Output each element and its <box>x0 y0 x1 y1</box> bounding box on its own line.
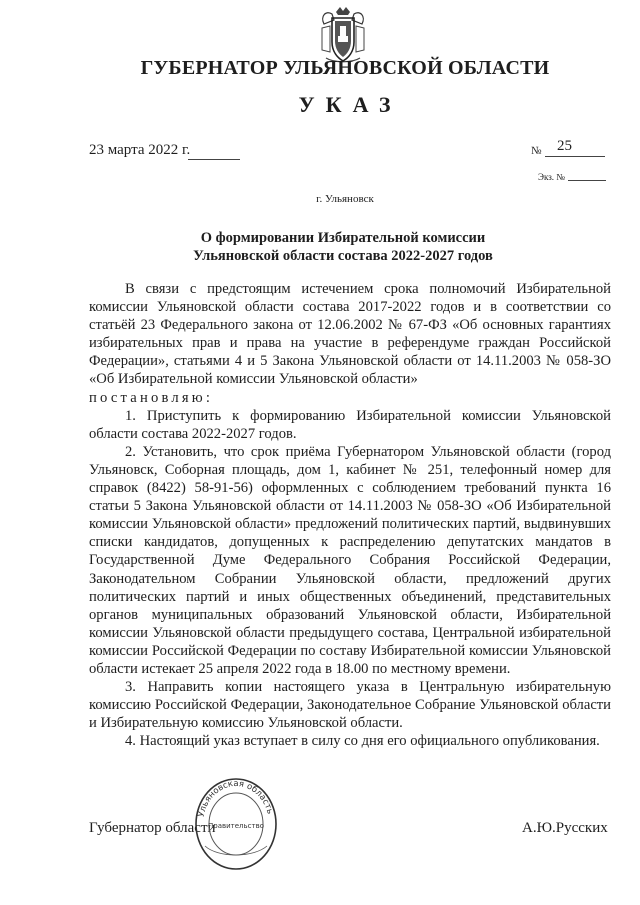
official-seal-icon <box>193 776 279 872</box>
city: г. Ульяновск <box>316 193 374 205</box>
decree-word: постановляю: <box>89 389 214 406</box>
decree-body <box>89 280 611 750</box>
copy-number-underline <box>568 180 606 181</box>
decree-number: 25 <box>557 138 572 154</box>
date-underline <box>188 159 240 160</box>
item-3: 3. Направить копии настоящего указа в Центральную избирательную комиссию Российской Федерации, Законодательное Собрание Ульяновской области и Избирательную комиссию Ульяновской области. <box>89 679 611 732</box>
number-label: № <box>531 145 542 157</box>
svg-text:Ульяновская область <box>197 779 275 818</box>
signatory-position: Губернатор области <box>89 820 216 836</box>
seal-inner-text: Правительство <box>208 822 264 830</box>
title-line-2: Ульяновской области состава 2022-2027 годов <box>193 248 493 264</box>
seal-text: Ульяновская область <box>196 778 275 818</box>
decree-date: 23 марта 2022 г. <box>89 142 191 158</box>
item-1: 1. Приступить к формированию Избирательной комиссии Ульяновской области состава 2022-2027 годов. <box>89 407 611 442</box>
copy-number-label: Экз. № <box>538 172 565 182</box>
signatory-name: А.Ю.Русских <box>522 820 608 836</box>
organization-title: ГУБЕРНАТОР УЛЬЯНОВСКОЙ ОБЛАСТИ <box>140 57 550 79</box>
title-line-1: О формировании Избирательной комиссии <box>200 230 486 246</box>
decree-title <box>0 229 640 265</box>
document-type: УКАЗ <box>298 92 402 117</box>
coat-of-arms-icon <box>316 6 370 64</box>
intro-paragraph: В связи с предстоящим истечением срока полномочий Избирательной комиссии Ульяновской области состава 2017-2022 годов и в соответствии со статьёй 23 Федерального закона от 12.06.2002 № 67-ФЗ «Об основных гарантиях избирательных прав и права на участие в референдуме граждан Российской Федерации», статьями 4 и 5 Закона Ульяновской области от 14.11.2003 № 058-ЗО «Об Избирательной комиссии Ульяновской области» <box>89 281 611 388</box>
item-4: 4. Настоящий указ вступает в силу со дня его официального опубликования. <box>125 733 600 750</box>
item-2: 2. Установить, что срок приёма Губернатором Ульяновской области (город Ульяновск, Соборная площадь, дом 1, кабинет № 251, телефонный номер для справок (8422) 58-91-56) оформленных с соблюдением требований пункта 16 статьи 5 Закона Ульяновской области от 14.11.2003 № 058-ЗО «Об Избирательной комиссии Ульяновской области» предложений политических партий, выдвинувших списки кандидатов, допущенных к распределению депутатских мандатов в Государственной Думе Федерального Собрания Российской Федерации, Законодательном Собрании Ульяновской области, предложений других политических партий и иных общественных объединений, представительных органов муниципальных образований Ульяновской области, Избирательной комиссии Ульяновской области предыдущего состава, Центральной избирательной комиссии Российской Федерации по составу Избирательной комиссии Ульяновской области истекает 25 апреля 2022 года в 18.00 по местному времени. <box>89 443 611 677</box>
number-underline <box>545 156 605 157</box>
